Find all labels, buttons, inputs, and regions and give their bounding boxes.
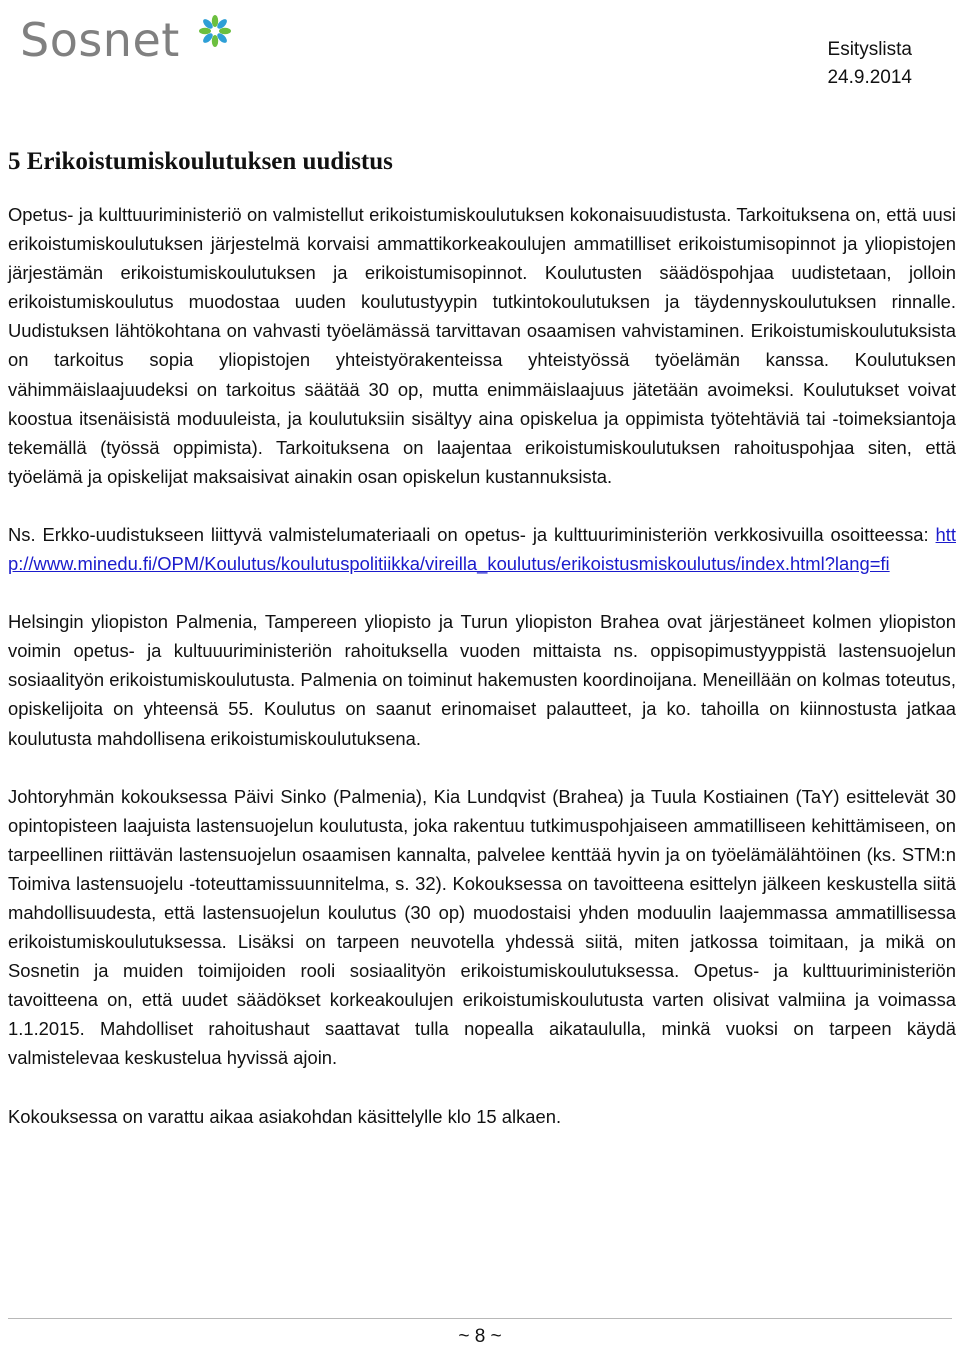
logo-text: Sosnet xyxy=(20,13,180,67)
erkko-materials-text: Ns. Erkko-uudistukseen liittyvä valmistelumateriaali on opetus- ja kulttuuriministeriön verkkosivuilla osoitteessa: xyxy=(8,523,929,545)
paragraph-palmenia-training: Helsingin yliopiston Palmenia, Tampereen yliopisto ja Turun yliopiston Brahea ovat järjestäneet kolmen yliopiston voimin opetus- ja kultuuuriministeriön rahoituksella vuoden mittaista ns. oppisopimustyyppistä lastensuojelun sosiaalityön erikoistumiskoulutusta. Palmenia on toiminut hakemusten koordinoijana. Meneillään on kolmas toteutus, opiskelijoita on yhteensä 55. Koulutus on saanut erinomaiset palautteet, ja ko. tahoilla on kiinnostusta jatkaa koulutusta mahdollisena erikoistumiskoulutuksena. xyxy=(8,611,956,749)
page-number: ~ 8 ~ xyxy=(458,1326,502,1347)
paragraph-steering-group: Johtoryhmän kokouksessa Päivi Sinko (Palmenia), Kia Lundqvist (Brahea) ja Tuula Kostiainen (TaY) esittelevät 30 opintopisteen laajuista lastensuojelun koulutusta, joka rakentuu tutkimuspohjaiseen ammatilliseen kehittämiseen, on tarpeellinen riittävän lastensuojelun osaamisen kannalta, palvelee kenttää hyvin ja on työelämälähtöinen (ks. STM:n Toimiva lastensuojelu -toteuttamissuunnitelma, s. 32). Kokouksessa on tavoitteena esittelyn jälkeen keskustella siitä mahdollisuudesta, että lastensuojelun koulutus (30 op) muodostaisi yhden moduulin laajemmassa ammatillisessa erikoistumiskoulutuksessa. Lisäksi on tarpeen neuvotella yhdessä siitä, miten jatkossa toimitaan, ja mikä on Sosnetin ja muiden toimijoiden rooli sosiaalityön erikoistumiskoulutuksessa. Opetus- ja kulttuuriministeriön tavoitteena on, että uudet säädökset korkeakoulujen erikoistumiskoulutusta varten olisivat valmiina ja voimassa 1.1.2015. Mahdolliset rahoitushaut saattavat tulla nopealla aikataululla, minkä vuoksi on tarpeen käydä valmistelevaa keskustelua hyvissä ajoin. xyxy=(8,785,956,1069)
pinwheel-icon xyxy=(197,13,233,49)
header-meta xyxy=(827,36,912,92)
sosnet-logo xyxy=(20,10,220,70)
doc-title: Esityslista xyxy=(827,39,912,60)
paragraph-reform-overview: Opetus- ja kulttuuriministeriö on valmistellut erikoistumiskoulutuksen kokonaisuudistusta. Tarkoituksena on, että uusi erikoistumiskoulutuksen järjestelmä korvaisi ammattikorkeakoulujen ammatilliset erikoistumisopinnot ja yliopistojen järjestämän erikoistumiskoulutuksen ja erikoistumisopinnot. Koulutusten säädöspohjaa uudistetaan, jolloin erikoistumiskoulutus muodostaa uuden koulutustyypin tutkintokoulutuksen ja täydennyskoulutuksen rinnalle. Uudistuksen lähtökohtana on vahvasti työelämässä tarvittavan osaamisen vahvistaminen. Erikoistumiskoulutuksista on tarkoitus sopia yliopistojen yhteistyörakenteissa yhteistyössä työelämän kanssa. Koulutuksen vähimmäislaajuudeksi on tarkoitus säätää 30 op, mutta enimmäislaajuus jätetään avoimeksi. Koulutukset voivat koostua itsenäisistä moduuleista, ja koulutuksiin sisältyy aina opiskelua ja oppimista työtehtäviä tai -toimeksiantoja tekemällä (työssä oppimista). Tarkoituksena on laajentaa erikoistumiskoulutuksen rahoituspohjaa siten, että työelämä ja opiskelijat maksaisivat ainakin osan opiskelun kustannuksista. xyxy=(8,204,956,487)
paragraph-erkko-materials xyxy=(8,520,956,578)
paragraph-meeting-time: Kokouksessa on varattu aikaa asiakohdan käsittelylle klo 15 alkaen. xyxy=(8,1105,562,1127)
minedu-link[interactable]: http://www.minedu.fi/OPM/Koulutus/koulutuspolitiikka/vireilla_koulutus/erikoistusmiskoulutus/index.html?lang=fi xyxy=(8,523,956,575)
document-body xyxy=(8,200,956,1160)
doc-date: 24.9.2014 xyxy=(827,67,912,88)
footer-divider xyxy=(8,1318,952,1319)
section-title: 5 Erikoistumiskoulutuksen uudistus xyxy=(8,148,393,175)
page-header xyxy=(0,0,960,110)
